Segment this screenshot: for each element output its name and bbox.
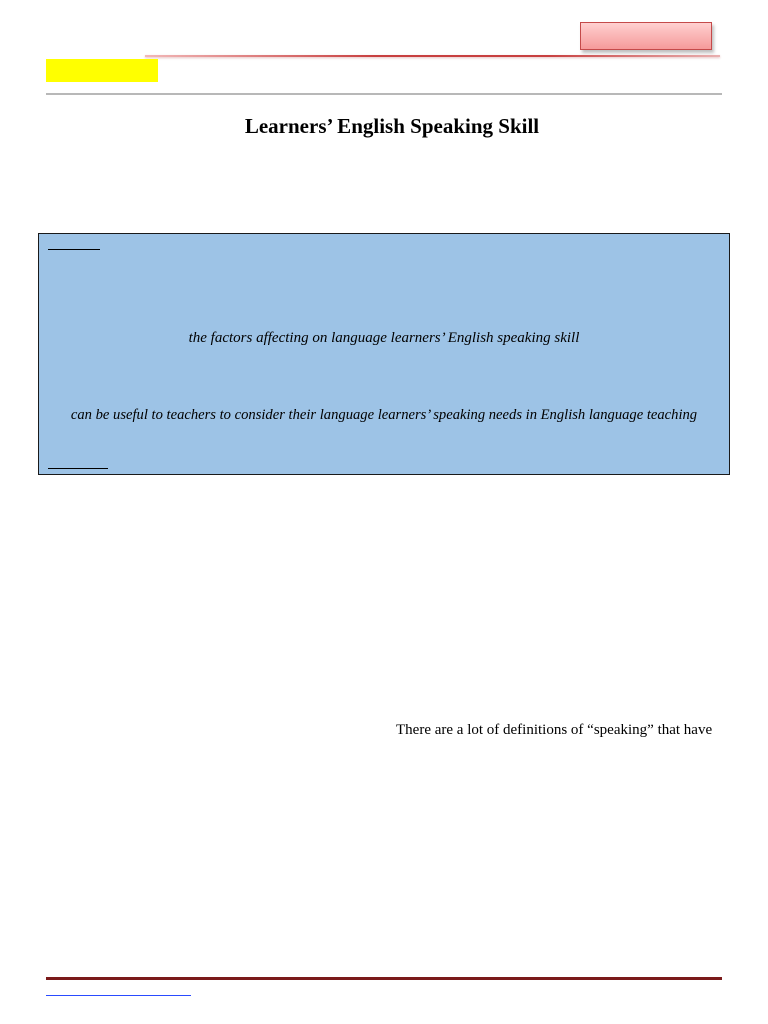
header-divider bbox=[46, 93, 722, 95]
abstract-line-1: the factors affecting on language learners’ English speaking skill bbox=[188, 330, 580, 346]
header-highlight-block bbox=[46, 59, 158, 82]
header-badge bbox=[580, 22, 712, 50]
header-red-rule bbox=[145, 55, 720, 57]
abstract-box bbox=[38, 233, 730, 475]
footer-link-underline[interactable] bbox=[46, 995, 191, 996]
footer-divider bbox=[46, 977, 722, 980]
keywords-underline bbox=[48, 468, 108, 469]
abstract-line-2: can be useful to teachers to consider their language learners’ speaking needs in English language teaching bbox=[70, 407, 698, 423]
paper-title: Learners’ English Speaking Skill bbox=[244, 114, 540, 138]
body-paragraph-snippet: There are a lot of definitions of “speaking” that have bbox=[396, 722, 713, 738]
abstract-heading-underline bbox=[48, 249, 100, 250]
